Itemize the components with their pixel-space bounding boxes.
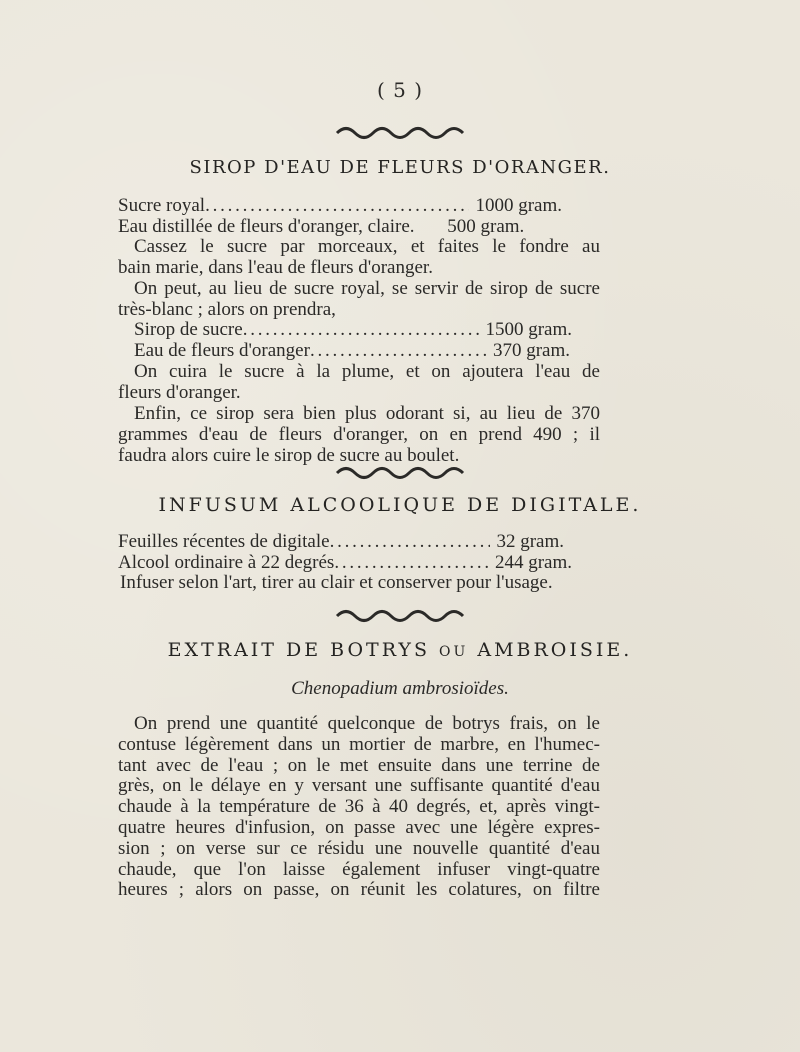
ingredient-value: 244 gram. <box>494 551 572 573</box>
ingredient-line <box>118 341 600 362</box>
ornament-wave-divider <box>335 609 465 623</box>
section-title-infusum: INFUSUM ALCOOLIQUE DE DIGITALE. <box>158 494 642 516</box>
text-line: faudra alors cuire le sirop de sucre au boulet. <box>118 444 460 466</box>
ingredient-line <box>118 320 600 341</box>
title-part: AMBROISIE. <box>477 639 633 661</box>
ingredient-label: Eau de fleurs d'oranger <box>134 339 310 361</box>
section-title-extrait <box>0 639 800 661</box>
section2-ingredients <box>118 532 600 573</box>
leader-dots <box>310 341 487 362</box>
ornament-wave-icon <box>335 466 465 480</box>
ingredient-line-2 <box>118 217 600 238</box>
text-line: heures ; alors on passe, on réunit les colatures, on filtre <box>118 879 600 901</box>
text-line: quatre heures d'infusion, on passe avec une légère expres- <box>118 816 600 838</box>
text-line: grès, on le délaye en y versant une suffisante quantité d'eau <box>118 775 600 797</box>
leader-dots <box>205 196 469 217</box>
section-title-sirop: SIROP D'EAU DE FLEURS D'ORANGER. <box>189 157 611 178</box>
section1-paragraph-4 <box>118 404 600 466</box>
leader-dots <box>330 532 491 553</box>
ingredient-value: 500 gram. <box>447 215 525 237</box>
ingredient-label: Sucre royal <box>118 195 206 216</box>
leader-dots <box>334 553 489 574</box>
text-line: Enfin, ce sirop sera bien plus odorant si, au lieu de 370 <box>134 403 600 424</box>
text-line: On cuira le sucre à la plume, et on ajoutera l'eau de <box>134 361 600 382</box>
text-line: chaude, que l'on laisse également infuser vingt-quatre <box>118 858 600 880</box>
text-line: sion ; on verse sur ce résidu une nouvelle quantité d'eau <box>118 837 600 859</box>
section2-paragraph-1 <box>118 573 600 594</box>
ingredient-label: Feuilles récentes de digitale <box>118 531 330 552</box>
text-line: fleurs d'oranger. <box>118 381 241 403</box>
ingredient-value: 32 gram. <box>496 531 564 552</box>
text-line: chaude à la température de 36 à 40 degrés, et, après vingt- <box>118 796 600 818</box>
ornament-wave-icon <box>335 126 465 140</box>
text-line: contuse légèrement dans un mortier de marbre, en l'humec- <box>118 733 600 755</box>
ingredient-value: 1000 gram. <box>475 195 562 216</box>
ingredient-value: 1500 gram. <box>485 319 572 340</box>
section-subtitle: Chenopadium ambrosioïdes. <box>291 678 509 699</box>
title-part: EXTRAIT DE BOTRYS <box>167 639 430 661</box>
ingredient-label: Sirop de sucre <box>134 319 243 340</box>
section3-paragraph-1 <box>118 714 600 901</box>
section1-ingredients-1 <box>118 196 600 237</box>
title-conjunction: OU <box>439 644 469 660</box>
ingredient-label: Eau distillée de fleurs d'oranger, claire. <box>118 215 415 237</box>
ingredient-line <box>118 532 600 553</box>
ornament-wave-divider <box>335 466 465 480</box>
text-line: tant avec de l'eau ; on le met ensuite dans une terrine de <box>118 754 600 776</box>
ornament-wave-icon <box>335 609 465 623</box>
section1-paragraph-3 <box>118 362 600 404</box>
page-number: ( 5 ) <box>376 78 424 102</box>
leader-dots <box>243 320 480 341</box>
text-line: Cassez le sucre par morceaux, et faites le fondre au <box>134 236 600 257</box>
text-line: très-blanc ; alors on prendra, <box>118 298 336 320</box>
text-line: grammes d'eau de fleurs d'oranger, on en prend 490 ; il <box>118 423 600 445</box>
ingredient-line <box>118 553 600 574</box>
ingredient-value: 370 gram. <box>492 339 570 361</box>
text-line: bain marie, dans l'eau de fleurs d'oranger. <box>118 256 433 278</box>
text-line: On peut, au lieu de sucre royal, se servir de sirop de sucre <box>134 278 600 299</box>
text-line: On prend une quantité quelconque de botrys frais, on le <box>134 713 600 734</box>
ornament-wave-divider <box>335 126 465 140</box>
ingredient-label: Alcool ordinaire à 22 degrés <box>118 551 335 573</box>
text-line: Infuser selon l'art, tirer au clair et conserver pour l'usage. <box>120 572 553 593</box>
section1-paragraph-1 <box>118 237 600 279</box>
ingredient-line <box>118 196 600 217</box>
section1-ingredients-2 <box>118 320 600 361</box>
section1-paragraph-2 <box>118 279 600 321</box>
